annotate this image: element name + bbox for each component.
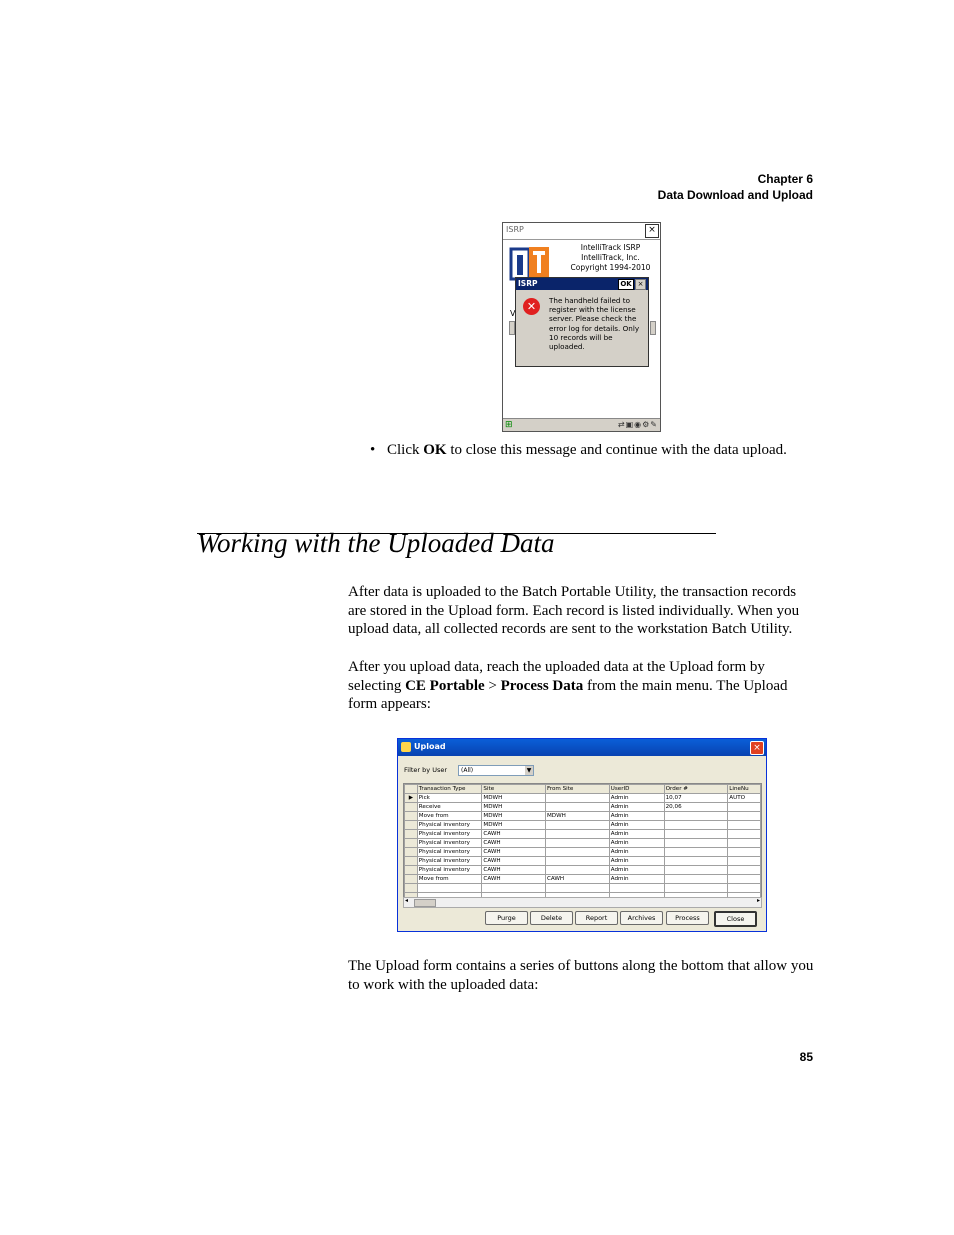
para2-bold-1: CE Portable [405, 677, 485, 694]
row-header[interactable] [405, 848, 418, 857]
purge-button[interactable]: Purge [485, 911, 528, 925]
row-header[interactable] [405, 875, 418, 884]
table-cell[interactable]: Receive [417, 803, 482, 812]
table-cell[interactable]: Admin [609, 821, 664, 830]
horizontal-scrollbar[interactable] [403, 897, 762, 908]
section-label: Data Download and Upload [657, 188, 813, 202]
empty-cell [405, 884, 418, 893]
table-cell[interactable]: Admin [609, 794, 664, 803]
dialog-titlebar [516, 278, 648, 290]
table-cell[interactable] [728, 866, 761, 875]
table-cell[interactable]: Pick [417, 794, 482, 803]
device-title: ISRP [506, 225, 524, 234]
table-cell[interactable]: MDWH [482, 794, 546, 803]
row-header[interactable] [405, 866, 418, 875]
error-dialog [515, 277, 649, 367]
table-cell[interactable]: Physical inventory [417, 821, 482, 830]
report-button[interactable]: Report [575, 911, 618, 925]
table-row[interactable] [405, 857, 761, 866]
table-cell[interactable]: Physical inventory [417, 866, 482, 875]
table-cell[interactable] [728, 803, 761, 812]
close-icon[interactable]: × [635, 279, 646, 290]
empty-cell [728, 884, 761, 893]
table-cell[interactable] [545, 803, 609, 812]
close-icon[interactable]: × [750, 741, 764, 755]
device-screenshot [502, 222, 661, 432]
bullet-post: to close this message and continue with the data upload. [446, 442, 787, 458]
about-line: Copyright 1994-2010 [570, 263, 651, 272]
table-cell[interactable]: Admin [609, 803, 664, 812]
table-cell[interactable]: AUTO [728, 794, 761, 803]
table-cell[interactable] [728, 830, 761, 839]
close-icon[interactable]: × [645, 224, 659, 238]
row-header[interactable] [405, 812, 418, 821]
row-header[interactable] [405, 830, 418, 839]
table-cell[interactable]: MDWH [482, 812, 546, 821]
table-cell[interactable] [728, 812, 761, 821]
table-cell[interactable]: Admin [609, 848, 664, 857]
table-cell[interactable] [545, 839, 609, 848]
dialog-title: ISRP [518, 279, 538, 288]
paragraph-3: The Upload form contains a series of buttons along the bottom that allow you to work with the uploaded data: [348, 958, 814, 993]
app-icon [401, 742, 411, 752]
device-titlebar [503, 223, 660, 240]
upload-grid [403, 783, 762, 899]
table-cell[interactable]: MDWH [482, 803, 546, 812]
row-header-corner [405, 785, 418, 794]
table-row[interactable] [405, 848, 761, 857]
column-header[interactable]: Order # [664, 785, 728, 794]
table-row[interactable] [405, 839, 761, 848]
table-cell[interactable] [664, 866, 728, 875]
table-cell[interactable]: 20,06 [664, 803, 728, 812]
upload-table [404, 784, 761, 899]
column-header[interactable]: Site [482, 785, 546, 794]
table-cell[interactable] [545, 848, 609, 857]
windows-start-icon[interactable]: ⊞ [505, 420, 513, 430]
bullet-pre: Click [387, 442, 424, 458]
table-header-row [405, 785, 761, 794]
table-cell[interactable] [728, 857, 761, 866]
table-cell[interactable]: Physical inventory [417, 830, 482, 839]
system-tray-icons: ⇄▣◉⚙✎ [617, 420, 658, 429]
device-partial-text: V [510, 309, 516, 318]
paragraph-1: After data is uploaded to the Batch Portable Utility, the transaction records are stored in the Upload form. Each record is listed individually. When you upload data, all collected records are sent to the workstation Batch Utility. [348, 584, 800, 637]
table-cell[interactable]: CAWH [482, 866, 546, 875]
table-cell[interactable] [545, 794, 609, 803]
para2-pre: After you upload data, reach the uploaded data at the Upload form by selecting [348, 659, 765, 694]
table-cell[interactable]: Admin [609, 866, 664, 875]
table-cell[interactable] [728, 821, 761, 830]
table-cell[interactable] [545, 830, 609, 839]
table-cell[interactable] [728, 848, 761, 857]
table-cell[interactable]: CAWH [545, 875, 609, 884]
table-cell[interactable]: Admin [609, 812, 664, 821]
table-cell[interactable]: CAWH [482, 857, 546, 866]
table-cell[interactable]: Physical inventory [417, 848, 482, 857]
table-cell[interactable]: Admin [609, 875, 664, 884]
chevron-down-icon[interactable]: ▼ [526, 767, 532, 774]
table-cell[interactable]: CAWH [482, 848, 546, 857]
paragraph-2 [348, 658, 814, 714]
table-cell[interactable]: MDWH [482, 821, 546, 830]
table-cell[interactable]: Move from [417, 875, 482, 884]
column-header[interactable]: LineNu [728, 785, 761, 794]
filter-user-select[interactable] [458, 765, 534, 776]
empty-row [405, 884, 761, 893]
archives-button[interactable]: Archives [620, 911, 663, 925]
process-button[interactable]: Process [666, 911, 709, 925]
table-cell[interactable] [664, 857, 728, 866]
filter-value: (All) [461, 767, 474, 774]
table-cell[interactable] [545, 857, 609, 866]
column-header[interactable]: Transaction Type [417, 785, 482, 794]
table-cell[interactable] [664, 875, 728, 884]
delete-button[interactable]: Delete [530, 911, 573, 925]
table-cell[interactable]: Physical inventory [417, 839, 482, 848]
row-header[interactable] [405, 857, 418, 866]
empty-cell [417, 884, 482, 893]
table-cell[interactable]: Physical inventory [417, 857, 482, 866]
table-cell[interactable] [664, 821, 728, 830]
current-row-icon[interactable]: ▶ [405, 794, 418, 803]
table-cell[interactable] [664, 812, 728, 821]
about-line: IntelliTrack, Inc. [581, 253, 640, 262]
about-text [563, 243, 658, 273]
about-line: IntelliTrack ISRP [580, 243, 641, 252]
table-cell[interactable]: 10,07 [664, 794, 728, 803]
para2-bold-2: Process Data [500, 677, 584, 694]
table-cell[interactable]: Move from [417, 812, 482, 821]
para2-mid: > [484, 677, 501, 694]
device-button-right[interactable] [650, 321, 656, 335]
empty-cell [664, 884, 728, 893]
row-header[interactable] [405, 821, 418, 830]
table-cell[interactable] [728, 839, 761, 848]
column-header[interactable]: From Site [545, 785, 609, 794]
scroll-left-icon[interactable]: ◂ [405, 897, 409, 904]
table-row[interactable] [405, 866, 761, 875]
table-cell[interactable]: Admin [609, 857, 664, 866]
table-cell[interactable]: Admin [609, 839, 664, 848]
table-cell[interactable] [664, 848, 728, 857]
table-cell[interactable]: CAWH [482, 839, 546, 848]
table-cell[interactable] [664, 839, 728, 848]
upload-title: Upload [414, 742, 446, 751]
table-cell[interactable] [728, 875, 761, 884]
chapter-label: Chapter 6 [757, 172, 813, 186]
scroll-right-icon[interactable]: ▸ [756, 897, 760, 904]
empty-cell [545, 884, 609, 893]
ok-button[interactable]: OK [618, 279, 634, 290]
row-header[interactable] [405, 839, 418, 848]
table-cell[interactable]: CAWH [482, 875, 546, 884]
table-row[interactable] [405, 803, 761, 812]
table-row[interactable] [405, 821, 761, 830]
table-cell[interactable]: CAWH [482, 830, 546, 839]
table-cell[interactable]: Admin [609, 830, 664, 839]
filter-label: Filter by User [404, 766, 448, 774]
section-heading: Working with the Uploaded Data [197, 528, 555, 558]
scrollbar-thumb[interactable] [414, 899, 436, 907]
table-cell[interactable]: MDWH [545, 812, 609, 821]
bullet-bold: OK [423, 442, 447, 458]
upload-titlebar [398, 739, 766, 756]
upload-window [397, 738, 767, 932]
table-row[interactable] [405, 830, 761, 839]
table-row[interactable] [405, 875, 761, 884]
dialog-message: The handheld failed to register with the license server. Please check the error log for details. Only 10 records will be uploaded. [549, 296, 640, 352]
table-row[interactable] [405, 794, 761, 803]
bullet-dot: • [370, 442, 376, 458]
taskbar [503, 418, 660, 431]
bullet-text [387, 441, 787, 460]
error-icon: ✕ [523, 298, 540, 315]
table-cell[interactable] [545, 821, 609, 830]
row-header[interactable] [405, 803, 418, 812]
close-button[interactable]: Close [714, 911, 757, 927]
empty-cell [609, 884, 664, 893]
para2-post: from the main menu. The Upload form appears: [348, 677, 788, 712]
column-header[interactable]: UserID [609, 785, 664, 794]
table-row[interactable] [405, 812, 761, 821]
empty-cell [482, 884, 546, 893]
page-number: 85 [799, 1050, 813, 1064]
table-cell[interactable] [545, 866, 609, 875]
table-cell[interactable] [664, 830, 728, 839]
